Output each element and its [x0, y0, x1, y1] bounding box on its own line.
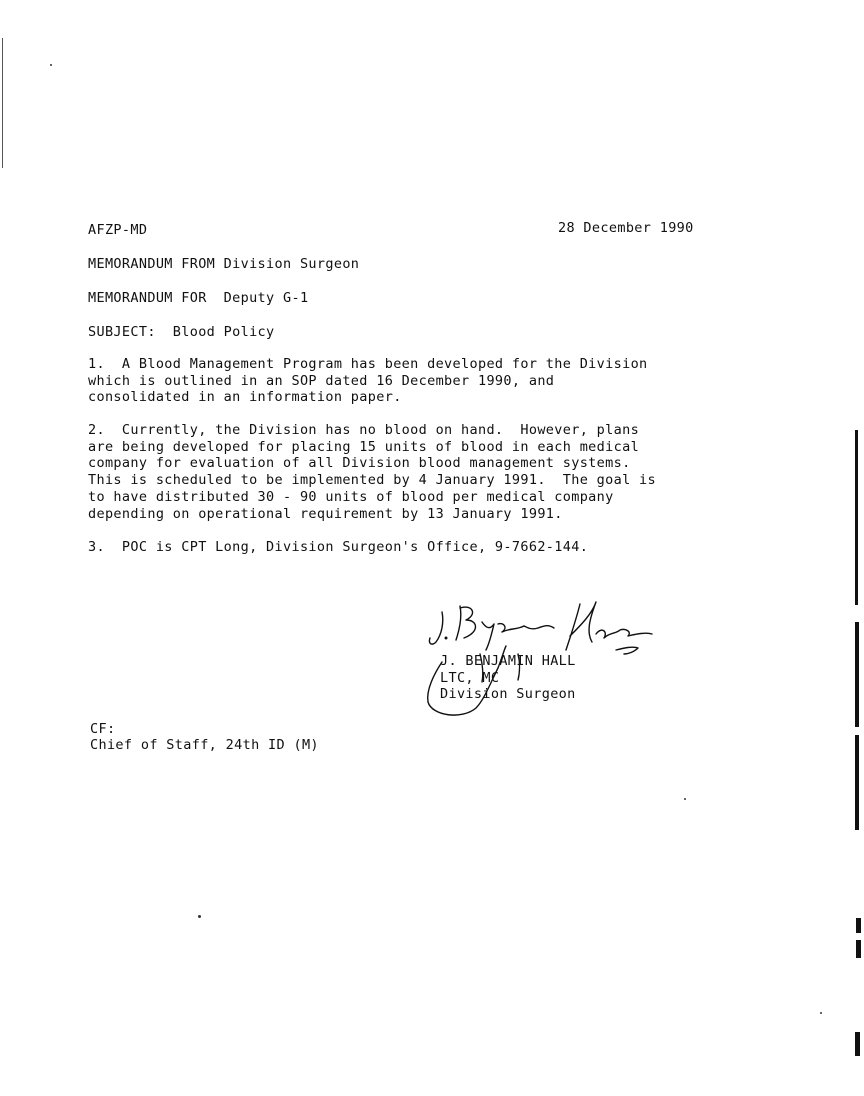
scan-edge-mark — [855, 735, 859, 830]
body-paragraph-1 — [88, 356, 648, 406]
scan-speck — [820, 1012, 822, 1014]
body-paragraph-3 — [88, 539, 588, 556]
paragraph-line: which is outlined in an SOP dated 16 December 1990, and — [88, 372, 555, 389]
scan-edge-mark — [2, 38, 3, 168]
signature-name: J. BENJAMIN HALL — [440, 653, 576, 669]
paragraph-line: 1. A Blood Management Program has been developed for the Division — [88, 356, 648, 372]
paragraph-line: 3. POC is CPT Long, Division Surgeon's Office, 9-7662-144. — [88, 539, 589, 555]
scan-edge-mark — [856, 918, 861, 933]
paragraph-line: are being developed for placing 15 units of blood in each medical — [88, 438, 640, 455]
memo-subject-line: SUBJECT: Blood Policy — [88, 324, 275, 340]
scan-edge-mark — [855, 622, 859, 727]
body-paragraph-2 — [88, 422, 656, 522]
memo-for-line: MEMORANDUM FOR Deputy G-1 — [88, 290, 309, 306]
signature-rank: LTC, MC — [440, 670, 500, 686]
scan-speck — [684, 798, 686, 800]
cf-label: CF: — [90, 721, 116, 737]
scan-edge-mark — [855, 1032, 860, 1056]
paragraph-line: 2. Currently, the Division has no blood on hand. However, plans — [88, 422, 640, 438]
scan-edge-mark — [856, 940, 861, 958]
scan-speck — [198, 915, 201, 918]
signature-title: Division Surgeon — [440, 686, 576, 702]
paragraph-line: consolidated in an information paper. — [88, 389, 402, 406]
memo-from-line: MEMORANDUM FROM Division Surgeon — [88, 256, 360, 272]
scan-edge-mark — [855, 430, 858, 605]
cf-recipient: Chief of Staff, 24th ID (M) — [90, 737, 319, 753]
scan-speck — [50, 64, 52, 66]
paragraph-line: company for evaluation of all Division blood management systems. — [88, 455, 631, 472]
paragraph-line: depending on operational requirement by 13 January 1991. — [88, 505, 563, 522]
paragraph-line: to have distributed 30 - 90 units of blood per medical company — [88, 488, 614, 505]
office-symbol: AFZP-MD — [88, 222, 148, 238]
memo-date: 28 December 1990 — [558, 220, 694, 236]
paragraph-line: This is scheduled to be implemented by 4 January 1991. The goal is — [88, 472, 657, 489]
